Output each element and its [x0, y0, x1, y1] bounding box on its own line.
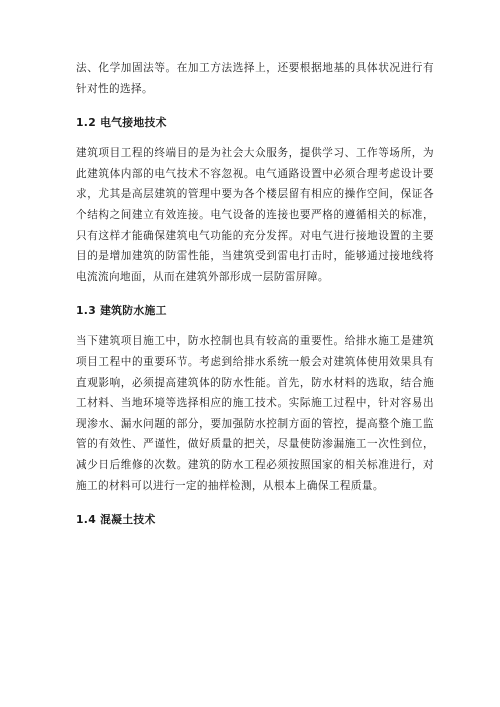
intro-paragraph: 法、化学加固法等。在加工方法选择上，还要根据地基的具体状况进行有针对性的选择。 [76, 62, 434, 95]
section-heading-1-3: 1.3 建筑防水施工 [76, 304, 167, 318]
document-body [76, 58, 434, 530]
spacer [76, 133, 434, 143]
spacer [76, 496, 434, 510]
spacer [76, 321, 434, 331]
section-heading-1-2: 1.2 电气接地技术 [76, 116, 167, 130]
spacer [76, 287, 434, 301]
section-1-2-paragraph: 建筑项目工程的终端目的是为社会大众服务，提供学习、工作等场所，为此建筑体内部的电气技术不容忽视。电气通路设置中必须合理考虑设计要求，尤其是高层建筑的管理中要为各个楼层留有相应的操作空间，保证各个结构之间建立有效连接。电气设备的连接也要严格的遵循相关的标准，只有这样才能确保建筑电气功能的充分发挥。对电气进行接地设置的主要目的是增加建筑的防雷性能，当建筑受到雷电打击时，能够通过接地线将电流流向地面，从而在建筑外部形成一层防雷屏障。 [76, 147, 434, 283]
section-1-3-paragraph: 当下建筑项目施工中，防水控制也具有较高的重要性。给排水施工是建筑项目工程中的重要环节。考虑到给排水系统一般会对建筑体使用效果具有直观影响，必须提高建筑体的防水性能。首先，防水材料的选取，结合施工材料、当地环境等选择相应的施工技术。实际施工过程中，针对容易出现渗水、漏水问题的部分，要加强防水控制方面的管控，提高整个施工监管的有效性、严谨性，做好质量的把关，尽量使防渗漏施工一次性到位，减少日后维修的次数。建筑的防水工程必须按照国家的相关标准进行，对施工的材料可以进行一定的抽样检测，从根本上确保工程质量。 [76, 335, 434, 492]
spacer [76, 99, 434, 113]
section-heading-1-4: 1.4 混凝土技术 [76, 513, 156, 527]
